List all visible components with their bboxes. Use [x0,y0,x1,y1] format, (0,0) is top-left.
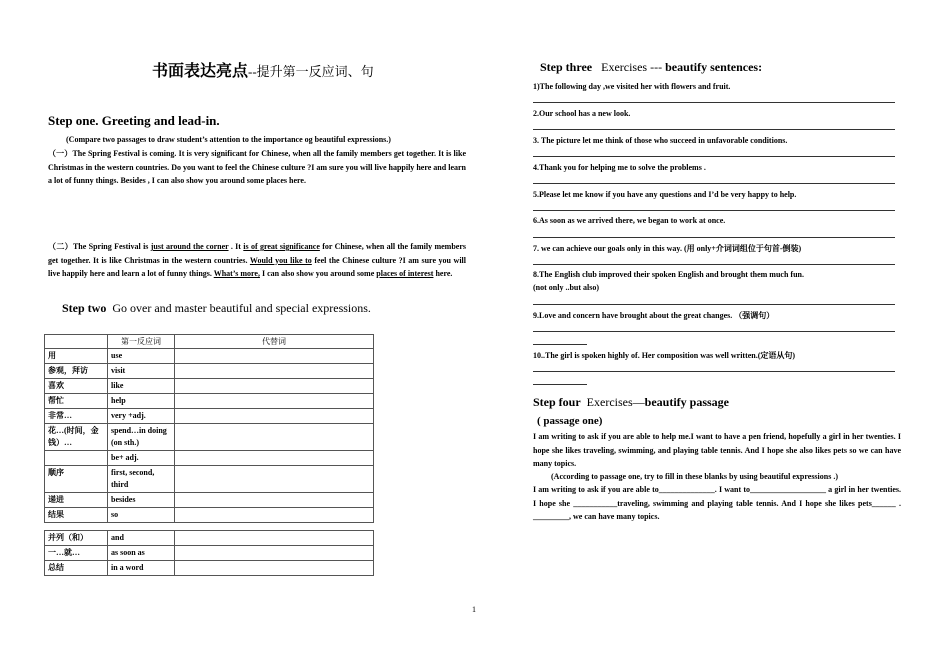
table-cell: spend…in doing (on sth.) [108,424,175,451]
table-row [45,546,374,561]
table-cell: like [108,379,175,394]
answer-line [533,331,895,332]
answer-line [533,156,895,157]
table-cell: 花…(时间，金钱）… [45,424,108,451]
table-row [45,379,374,394]
exercise-7: 7. we can achieve our goals only in this way. (用 only+介词词组位于句首-倒装) [533,244,802,253]
table-cell: visit [108,364,175,379]
table-cell: very +adj. [108,409,175,424]
table-row [45,394,374,409]
exercise-3: 3. The picture let me think of those who succeed in unfavorable conditions. [533,136,788,145]
table-cell: 帮忙 [45,394,108,409]
exercise-10: 10..The girl is spoken highly of. Her composition was well written.(定语从句) [533,351,796,360]
exercise-5: 5.Please let me know if you have any questions and I’d be very happy to help. [533,190,797,199]
table-row [45,466,374,493]
table-row [45,531,374,546]
step-three-heading: Step three Exercises --- beautify sentences: [540,60,763,74]
connectives-table [44,530,374,576]
table-cell [175,394,374,409]
table-cell: as soon as [108,546,175,561]
table-cell [175,379,374,394]
answer-line [533,237,895,238]
table-cell: 参观，拜访 [45,364,108,379]
answer-line [533,183,895,184]
table-header: 第一反应词 [108,335,175,349]
table-cell [175,508,374,523]
passage-one-fill-blanks: I am writing to ask if you are able to______________. I want to___________________ a girl in her twenties. I hope she ___________traveling, swimming and playing table tennis. And I hope she likes pets______ . _________, we can have many topics. [533,485,901,521]
table-row [45,561,374,576]
table-header-row [45,335,374,349]
table-row [45,424,374,451]
table-cell [175,546,374,561]
table-cell: 用 [45,349,108,364]
table-cell: 并列（和） [45,531,108,546]
passage-one-label: ( passage one) [537,415,603,427]
table-cell: 总结 [45,561,108,576]
table-cell: so [108,508,175,523]
exercise-8: 8.The English club improved their spoken English and brought them much fun. [533,270,804,279]
exercise-1: 1)The following day ,we visited her with flowers and fruit. [533,82,731,91]
table-cell: besides [108,493,175,508]
exercise-6: 6.As soon as we arrived there, we began to work at once. [533,216,726,225]
table-cell [175,531,374,546]
table-cell [175,561,374,576]
page-title: 书面表达亮点--提升第一反应词、句 [152,63,374,80]
table-cell [175,451,374,466]
table-cell: be+ adj. [108,451,175,466]
table-cell: and [108,531,175,546]
table-cell: 非常… [45,409,108,424]
passage-one-plain: （一）The Spring Festival is coming. It is very significant for Chinese, when all the family members get together. It is like Christmas in the western countries. Do you want to feel the Chinese culture ?I am sure you will live happily here and learn a lot of funny things. Besides , I can also show you around some places here. [48,149,466,185]
table-header: 代替词 [175,335,374,349]
table-cell [45,451,108,466]
table-row [45,493,374,508]
exercise-8-hint: (not only ..but also) [533,283,600,292]
table-cell [175,466,374,493]
table-cell [175,493,374,508]
exercise-4: 4.Thank you for helping me to solve the problems . [533,163,706,172]
table-cell: 喜欢 [45,379,108,394]
answer-line [533,384,587,385]
table-header [45,335,108,349]
answer-line [533,304,895,305]
exercise-2: 2.Our school has a new look. [533,109,631,118]
step-two-heading: Step two Go over and master beautiful and special expressions. [62,301,371,315]
table-row [45,364,374,379]
step-one-heading: Step one. Greeting and lead-in. [48,113,220,128]
table-cell [175,364,374,379]
step-one-note: (Compare two passages to draw student’s attention to the importance og beautiful expressions.) [66,135,391,144]
answer-line [533,102,895,103]
step-four-heading: Step four Exercises—beautify passage [533,395,729,409]
table-cell: 一…就… [45,546,108,561]
table-cell [175,424,374,451]
table-cell [175,349,374,364]
answer-line [533,344,587,345]
table-row [45,349,374,364]
answer-line [533,210,895,211]
table-cell: use [108,349,175,364]
table-cell: 结果 [45,508,108,523]
table-cell: in a word [108,561,175,576]
page-number: 1 [472,605,476,614]
table-cell [175,409,374,424]
passage-one-instruction: (According to passage one, try to fill in these blanks by using beautiful expressions .) [551,472,838,481]
table-row [45,508,374,523]
table-cell: help [108,394,175,409]
table-cell: first, second, third [108,466,175,493]
answer-line [533,129,895,130]
answer-line [533,371,895,372]
answer-line [533,264,895,265]
passage-one-text: I am writing to ask if you are able to help me.I want to have a pen friend, hopefully a girl in her twenties. I hope she likes traveling, swimming, and playing table tennis. And I hope she also likes pets so we can have many topics. [533,432,901,468]
exercise-9: 9.Love and concern have brought about the great changes. （强调句） [533,311,775,320]
table-row [45,451,374,466]
table-cell: 顺序 [45,466,108,493]
passage-two-beautified: （二）The Spring Festival is just around the corner . It is of great significance for Chinese, when all the family members get together. It is like Christmas in the western countries. Would you like to feel the Chinese culture ?I am sure you will live happily here and learn a lot of funny things. What’s more, I can also show you around some places of interest here. [48,242,467,278]
table-cell: 递进 [45,493,108,508]
vocab-table [44,334,374,523]
table-row [45,409,374,424]
